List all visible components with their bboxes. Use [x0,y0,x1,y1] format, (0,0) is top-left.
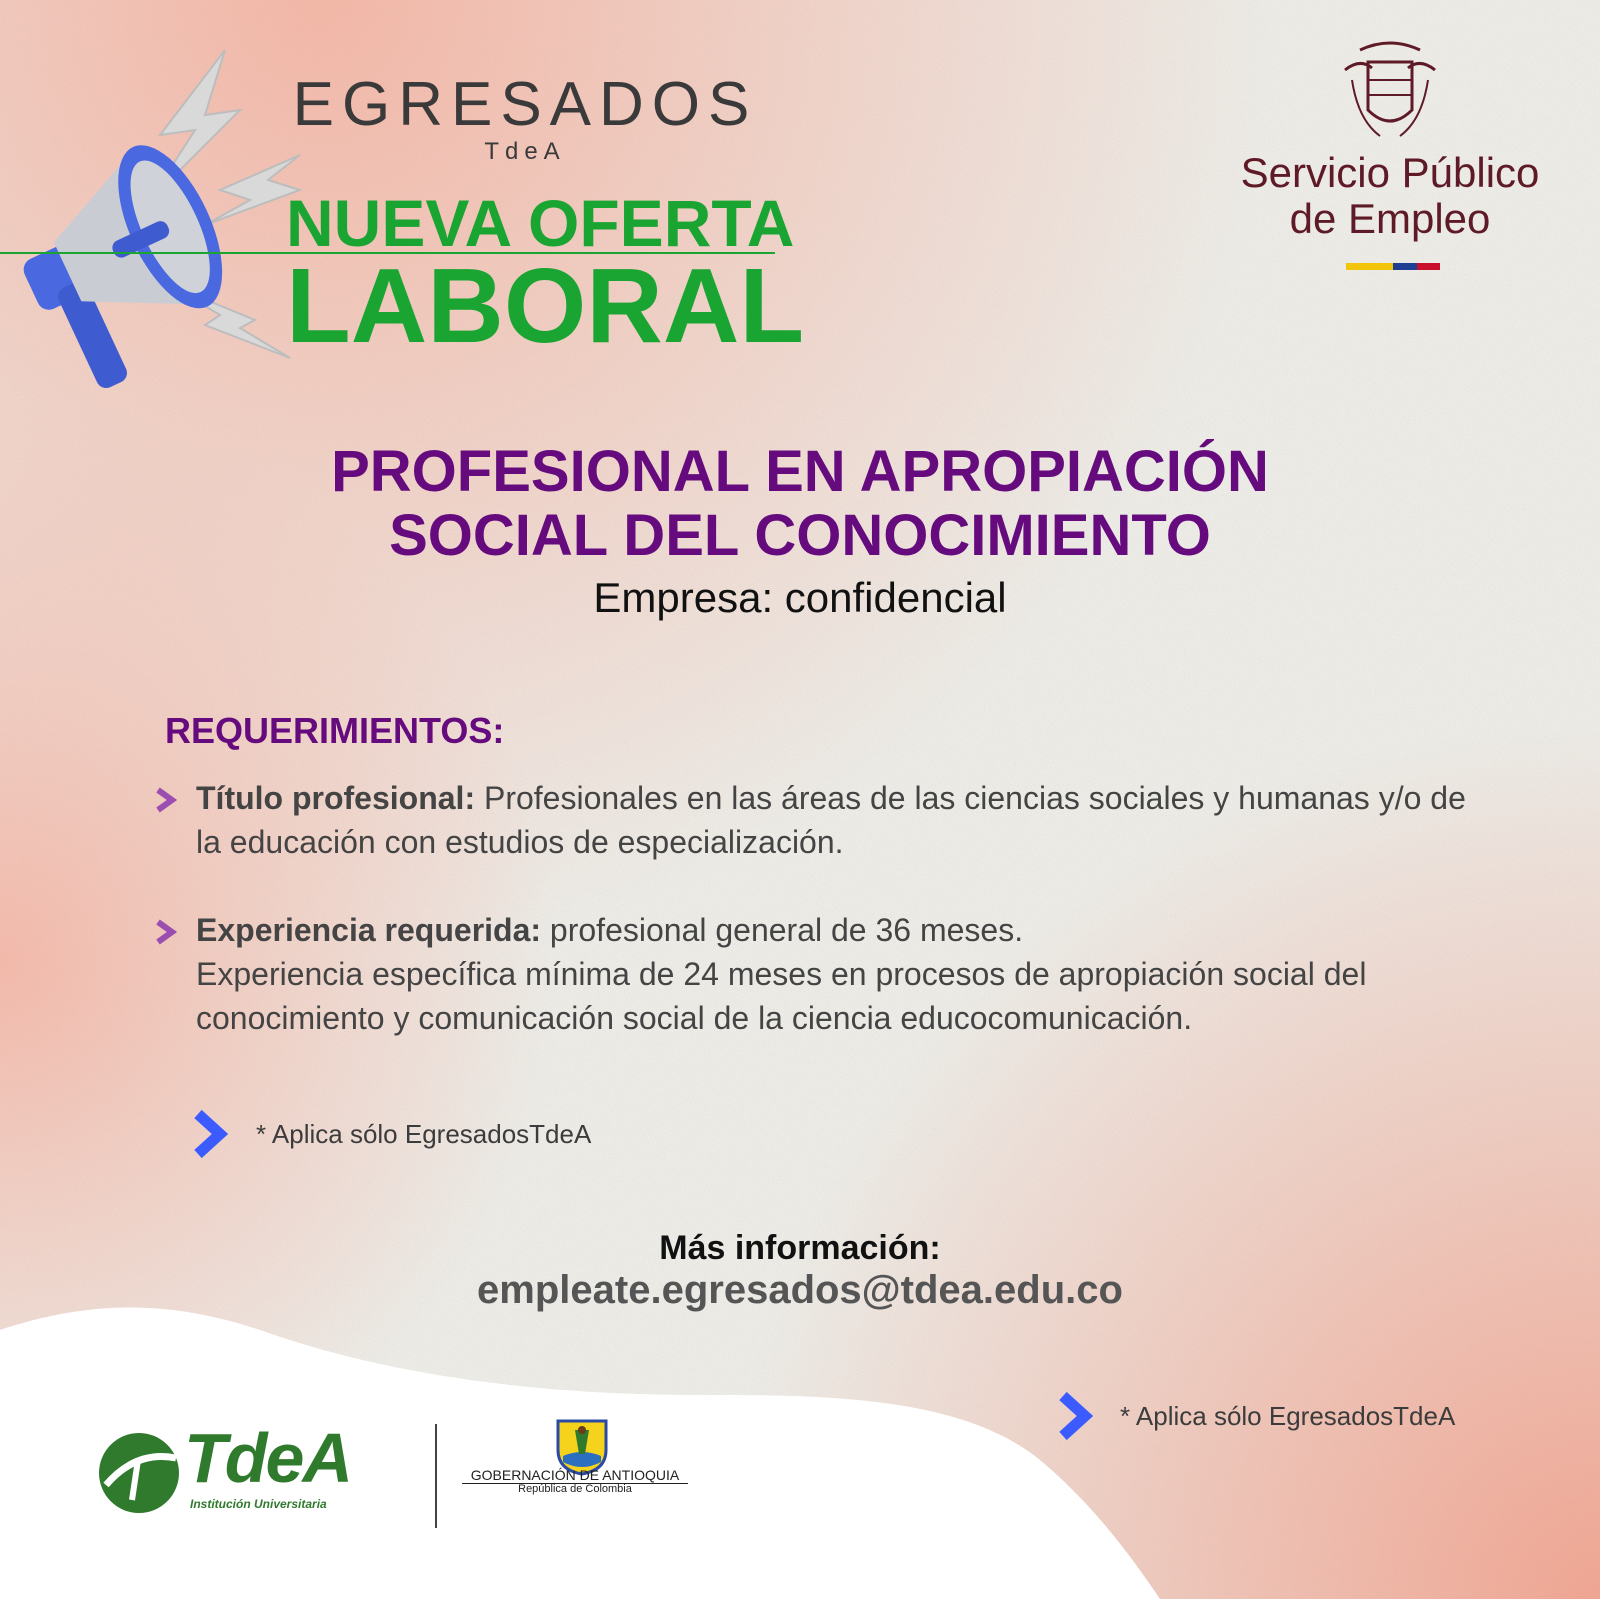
gobernacion-subtitle: República de Colombia [518,1483,632,1495]
footer-divider [435,1424,437,1528]
requirement-label: Experiencia requerida: [196,912,542,948]
requirement-item [196,908,1486,1040]
requirement-text-2: Experiencia específica mínima de 24 meses en procesos de apropiación social del conocimiento y comunicación social de la ciencia educocomunicación. [196,956,1367,1036]
egresados-logo [270,72,780,166]
spe-line1: Servicio Público [1240,149,1540,196]
job-title-line1: PROFESIONAL EN APROPIACIÓN [331,439,1269,504]
job-title-line2: SOCIAL DEL CONOCIMIENTO [389,503,1211,568]
headline-laboral: LABORAL [286,247,805,365]
note-applies: * Aplica sólo EgresadosTdeA [1120,1401,1456,1431]
requirements-heading: REQUERIMIENTOS: [165,710,505,751]
headline-nueva-oferta: NUEVA OFERTA [286,186,795,260]
bullet-chevron-icon [152,786,180,814]
chevron-right-icon [1055,1392,1101,1440]
more-info-label: Más información: [659,1229,941,1267]
job-title [240,440,1360,568]
requirement-text: Profesionales en las áreas de las ciencias sociales y humanas y/o de la educación con estudios de especialización. [196,780,1466,860]
requirement-text: profesional general de 36 meses. [541,912,1024,948]
requirement-item [196,776,1486,864]
company: Empresa: confidencial [593,574,1007,621]
chevron-right-icon [190,1110,236,1158]
servicio-publico-empleo-logo [1210,150,1570,242]
brand-sub: TdeA [484,138,566,165]
coat-of-arms-icon [1340,40,1440,145]
tdea-subtitle: Institución Universitaria [190,1497,327,1511]
colombia-flag-bar [1346,263,1440,270]
contact-email[interactable]: empleate.egresados@tdea.edu.co [477,1268,1123,1312]
tdea-logo-icon [96,1430,182,1516]
requirement-label: Título profesional: [196,780,476,816]
note-applies: * Aplica sólo EgresadosTdeA [256,1119,592,1149]
spe-line2: de Empleo [1289,195,1491,242]
gobernacion-name: GOBERNACIÓN DE ANTIOQUIA [470,1467,680,1483]
brand-name: EGRESADOS [292,70,758,139]
tdea-wordmark: TdeA [184,1419,351,1497]
bullet-chevron-icon [152,918,180,946]
